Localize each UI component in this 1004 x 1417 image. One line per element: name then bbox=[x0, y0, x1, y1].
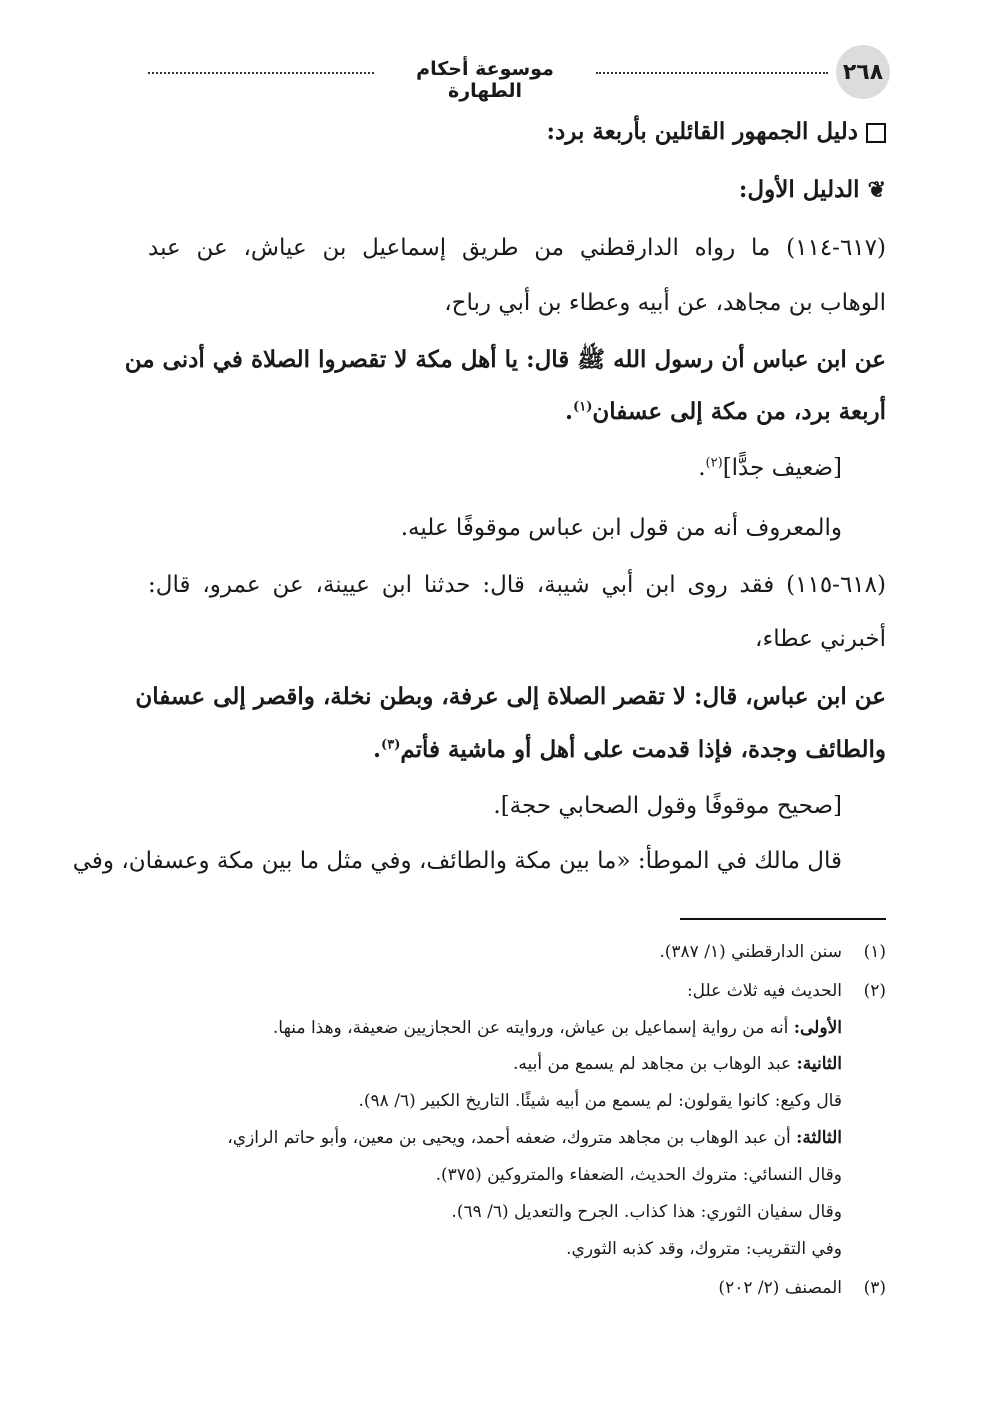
footnote-line: قال وكيع: كانوا يقولون: لم يسمع من أبيه شيئًا. التاريخ الكبير (٦/ ٩٨). bbox=[358, 1091, 842, 1111]
hadith-line bbox=[565, 398, 886, 425]
hadith-text: أربعة برد، من مكة إلى عسفان bbox=[592, 398, 886, 425]
hadith-line: عن ابن عباس، قال: لا تقصر الصلاة إلى عرفة، وبطن نخلة، واقصر إلى عسفان bbox=[135, 683, 886, 710]
footnote-line: وفي التقريب: متروك، وقد كذبه الثوري. bbox=[566, 1239, 842, 1259]
footnote-text: أن عبد الوهاب بن مجاهد متروك، ضعفه أحمد، ويحيى بن معين، وأبو حاتم الرازي، bbox=[227, 1128, 797, 1148]
footnote-ref[interactable]: (١) bbox=[573, 399, 593, 415]
grade-line: [صحيح موقوفًا وقول الصحابي حجة]. bbox=[493, 793, 842, 819]
footnote-ref[interactable]: (٢) bbox=[705, 455, 723, 471]
footnote-text: سنن الدارقطني (١/ ٣٨٧). bbox=[659, 942, 842, 962]
footnote-text: الحديث فيه ثلاث علل: bbox=[686, 981, 842, 1001]
footnote-ref[interactable]: (٣) bbox=[381, 737, 401, 753]
paragraph-line: الوهاب بن مجاهد، عن أبيه وعطاء بن أبي رباح، bbox=[444, 290, 886, 316]
footnote-separator bbox=[680, 918, 886, 920]
period: . bbox=[373, 736, 382, 763]
footnote-line: وقال النسائي: متروك الحديث، الضعفاء والمتروكين (٣٧٥). bbox=[435, 1165, 842, 1185]
footnote-text: المصنف (٢/ ٢٠٢) bbox=[718, 1278, 842, 1298]
footnote-number: (٣) bbox=[863, 1278, 886, 1298]
footnote-label: الثانية: bbox=[796, 1054, 842, 1074]
paragraph-line: قال مالك في الموطأ: «ما بين مكة والطائف، وفي مثل ما بين مكة وعسفان، وفي bbox=[72, 848, 842, 874]
paragraph-line: (٦١٨-١١٥) فقد روى ابن أبي شيبة، قال: حدثنا ابن عيينة، عن عمرو، قال: bbox=[148, 572, 886, 598]
footnote-line: وقال سفيان الثوري: هذا كذاب. الجرح والتعديل (٦/ ٦٩). bbox=[451, 1202, 842, 1222]
period: . bbox=[565, 398, 574, 425]
sub-heading-text: الدليل الأول: bbox=[738, 176, 860, 203]
page-number: ٢٦٨ bbox=[836, 45, 890, 99]
footnote-number: (٢) bbox=[863, 981, 886, 1001]
footnote-line bbox=[227, 1128, 842, 1148]
header-dots-right bbox=[596, 72, 828, 74]
footnote-1 bbox=[659, 942, 886, 962]
footnote-text: عبد الوهاب بن مجاهد لم يسمع من أبيه. bbox=[513, 1054, 797, 1074]
footnote-line bbox=[273, 1018, 842, 1038]
hadith-text: والطائف وجدة، فإذا قدمت على أهل أو ماشية فأتم bbox=[400, 736, 886, 763]
running-title: موسوعة أحكام الطهارة bbox=[416, 58, 554, 102]
footnote-line bbox=[513, 1054, 842, 1074]
footnote-label: الثالثة: bbox=[796, 1128, 842, 1148]
footnote-text: أنه من رواية إسماعيل بن عياش، وروايته عن الحجازيين ضعيفة، وهذا منها. bbox=[272, 1018, 794, 1038]
period: . bbox=[698, 455, 706, 481]
footnote-2 bbox=[687, 981, 886, 1001]
grade-text: [ضعيف جدًّا] bbox=[722, 455, 842, 481]
grade-line bbox=[698, 455, 842, 481]
hadith-line: عن ابن عباس أن رسول الله ﷺ قال: يا أهل مكة لا تقصروا الصلاة في أدنى من bbox=[124, 346, 886, 373]
paragraph-line: أخبرني عطاء، bbox=[755, 626, 886, 652]
header-dots-left bbox=[148, 72, 374, 74]
footnote-number: (١) bbox=[863, 942, 886, 962]
footnote-label: الأولى: bbox=[793, 1018, 842, 1038]
sub-heading bbox=[739, 176, 886, 203]
paragraph-line: والمعروف أنه من قول ابن عباس موقوفًا عليه. bbox=[400, 515, 842, 541]
section-heading-text: دليل الجمهور القائلين بأربعة برد: bbox=[546, 118, 858, 145]
section-heading bbox=[547, 118, 886, 145]
leaf-ornament-icon: ❦ bbox=[867, 177, 886, 203]
checkbox-square-icon bbox=[866, 123, 886, 143]
hadith-line bbox=[373, 736, 886, 763]
footnote-3 bbox=[718, 1278, 886, 1298]
paragraph-line: (٦١٧-١١٤) ما رواه الدارقطني من طريق إسماعيل بن عياش، عن عبد bbox=[148, 235, 886, 261]
